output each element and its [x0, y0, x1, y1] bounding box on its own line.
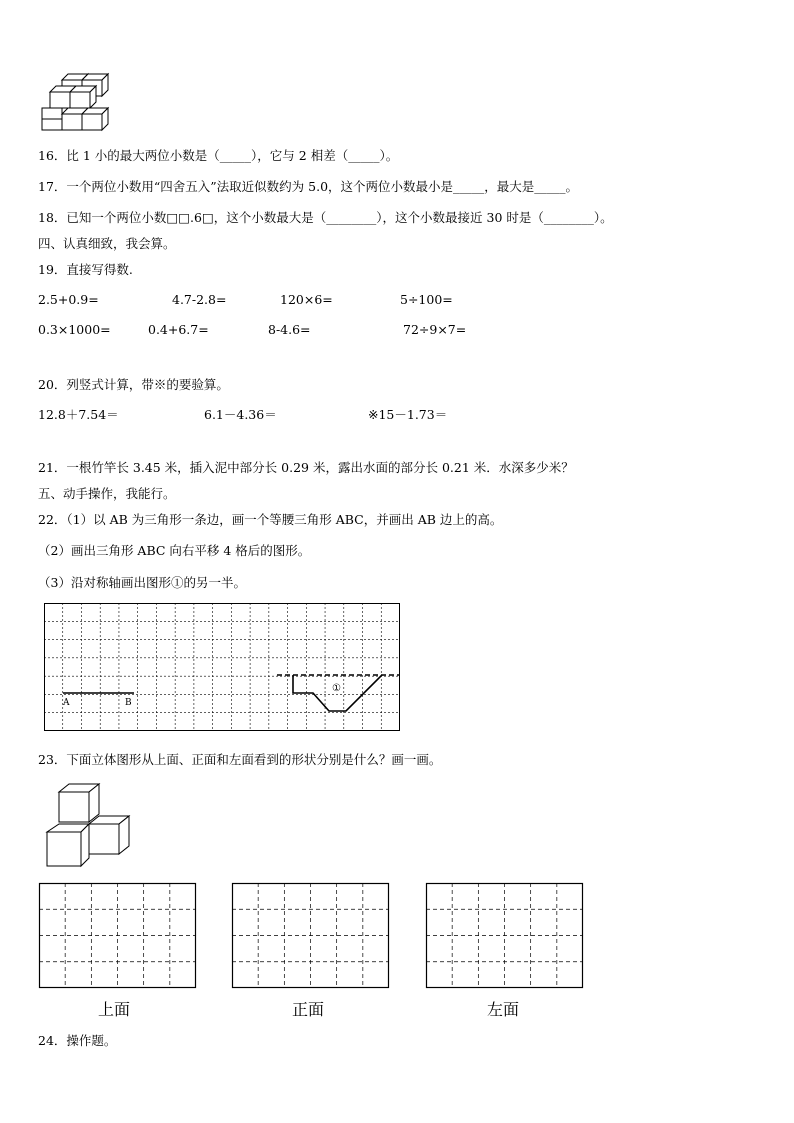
question-20: 20．列竖式计算，带※的要验算。	[38, 377, 229, 392]
point-b-label: B	[125, 698, 132, 708]
vertical-calc-item: ※15－1.73＝	[368, 407, 448, 422]
top-view-label: 上面	[98, 1000, 131, 1019]
left-view-grid	[426, 883, 583, 988]
front-view-grid	[232, 883, 389, 988]
vertical-calc-item: 6.1－4.36＝	[204, 407, 277, 422]
left-view-label: 左面	[487, 1000, 520, 1019]
question-18: 18．已知一个两位小数□□.6□，这个小数最大是（________），这个小数最接近 30 时是（________）。	[38, 210, 613, 225]
calc-item: 8-4.6=	[268, 322, 311, 337]
section-4-heading: 四、认真细致，我会算。	[38, 236, 176, 251]
cube-figure-q23	[45, 782, 137, 870]
calc-item: 72÷9×7=	[403, 322, 467, 337]
point-a-label: A	[63, 698, 70, 708]
calc-item: 5÷100=	[400, 292, 453, 307]
calc-item: 0.4+6.7=	[148, 322, 209, 337]
section-5-heading: 五、动手操作，我能行。	[38, 486, 176, 501]
question-22-part-1: 22．（1）以 AB 为三角形一条边，画一个等腰三角形 ABC，并画出 AB 边上的高。	[38, 512, 503, 527]
question-19: 19．直接写得数.	[38, 262, 133, 277]
question-23: 23．下面立体图形从上面、正面和左面看到的形状分别是什么？画一画。	[38, 752, 442, 767]
front-view-label: 正面	[292, 1000, 325, 1019]
shape-1-label: ①	[332, 683, 341, 694]
question-16: 16．比 1 小的最大两位小数是（_____），它与 2 相差（_____）。	[38, 148, 399, 163]
question-22-part-3: （3）沿对称轴画出图形①的另一半。	[38, 575, 246, 590]
top-view-grid	[39, 883, 196, 988]
vertical-calc-item: 12.8＋7.54＝	[38, 407, 119, 422]
calc-item: 120×6=	[280, 292, 333, 307]
calc-item: 4.7-2.8=	[172, 292, 227, 307]
question-17: 17．一个两位小数用“四舍五入”法取近似数约为 5.0，这个两位小数最小是_____，最大是_____。	[38, 179, 579, 194]
question-21: 21．一根竹竿长 3.45 米，插入泥中部分长 0.29 米，露出水面的部分长 0.21 米．水深多少米？	[38, 460, 574, 475]
question-22-part-2: （2）画出三角形 ABC 向右平移 4 格后的图形。	[38, 543, 311, 558]
drawing-grid	[44, 603, 400, 731]
question-24: 24．操作题。	[38, 1033, 117, 1048]
calc-item: 2.5+0.9=	[38, 292, 99, 307]
cube-stack-figure-top	[40, 74, 120, 134]
calc-item: 0.3×1000=	[38, 322, 111, 337]
